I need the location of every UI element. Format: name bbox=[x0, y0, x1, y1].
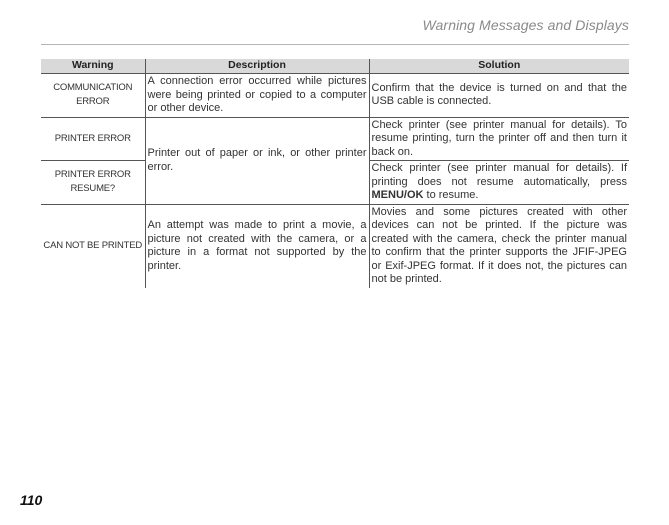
solution-cell: Check printer (see printer manual for details). To resume printing, turn the printer off and then turn it back on. bbox=[369, 117, 629, 161]
column-header-solution: Solution bbox=[369, 59, 629, 74]
header-divider bbox=[41, 44, 629, 45]
table-row bbox=[41, 204, 629, 288]
warning-cell: PRINTER ERROR bbox=[41, 117, 145, 161]
description-cell: An attempt was made to print a movie, a picture not created with the camera, or a picture in a format not supported by the printer. bbox=[145, 204, 369, 288]
warning-cell: COMMUNICATION ERROR bbox=[41, 74, 145, 118]
solution-text: Check printer (see printer manual for details). If printing does not resume automatically, press bbox=[371, 162, 627, 188]
warning-cell: PRINTER ERROR RESUME? bbox=[41, 161, 145, 205]
solution-cell: Movies and some pictures created with other devices can not be printed. If the picture was created with the camera, check the printer manual to confirm that the printer supports the JFIF-JPEG or Exif-JPEG format. If it does not, the pictures can not be printed. bbox=[369, 204, 629, 288]
solution-cell: Confirm that the device is turned on and that the USB cable is connected. bbox=[369, 74, 629, 118]
page-number: 110 bbox=[20, 492, 43, 508]
description-cell: Printer out of paper or ink, or other printer error. bbox=[145, 117, 369, 204]
solution-text: to resume. bbox=[423, 189, 479, 201]
column-header-warning: Warning bbox=[41, 59, 145, 74]
table-row bbox=[41, 74, 629, 118]
description-cell: A connection error occurred while pictures were being printed or copied to a computer or other device. bbox=[145, 74, 369, 118]
table-header-row bbox=[41, 59, 629, 74]
running-header-title: Warning Messages and Displays bbox=[422, 17, 629, 33]
warning-cell: CAN NOT BE PRINTED bbox=[43, 240, 143, 251]
menu-ok-button-label: MENU/OK bbox=[371, 189, 424, 201]
warning-messages-table bbox=[41, 59, 629, 288]
table-row bbox=[41, 117, 629, 161]
column-header-description: Description bbox=[145, 59, 369, 74]
solution-cell bbox=[369, 161, 629, 205]
